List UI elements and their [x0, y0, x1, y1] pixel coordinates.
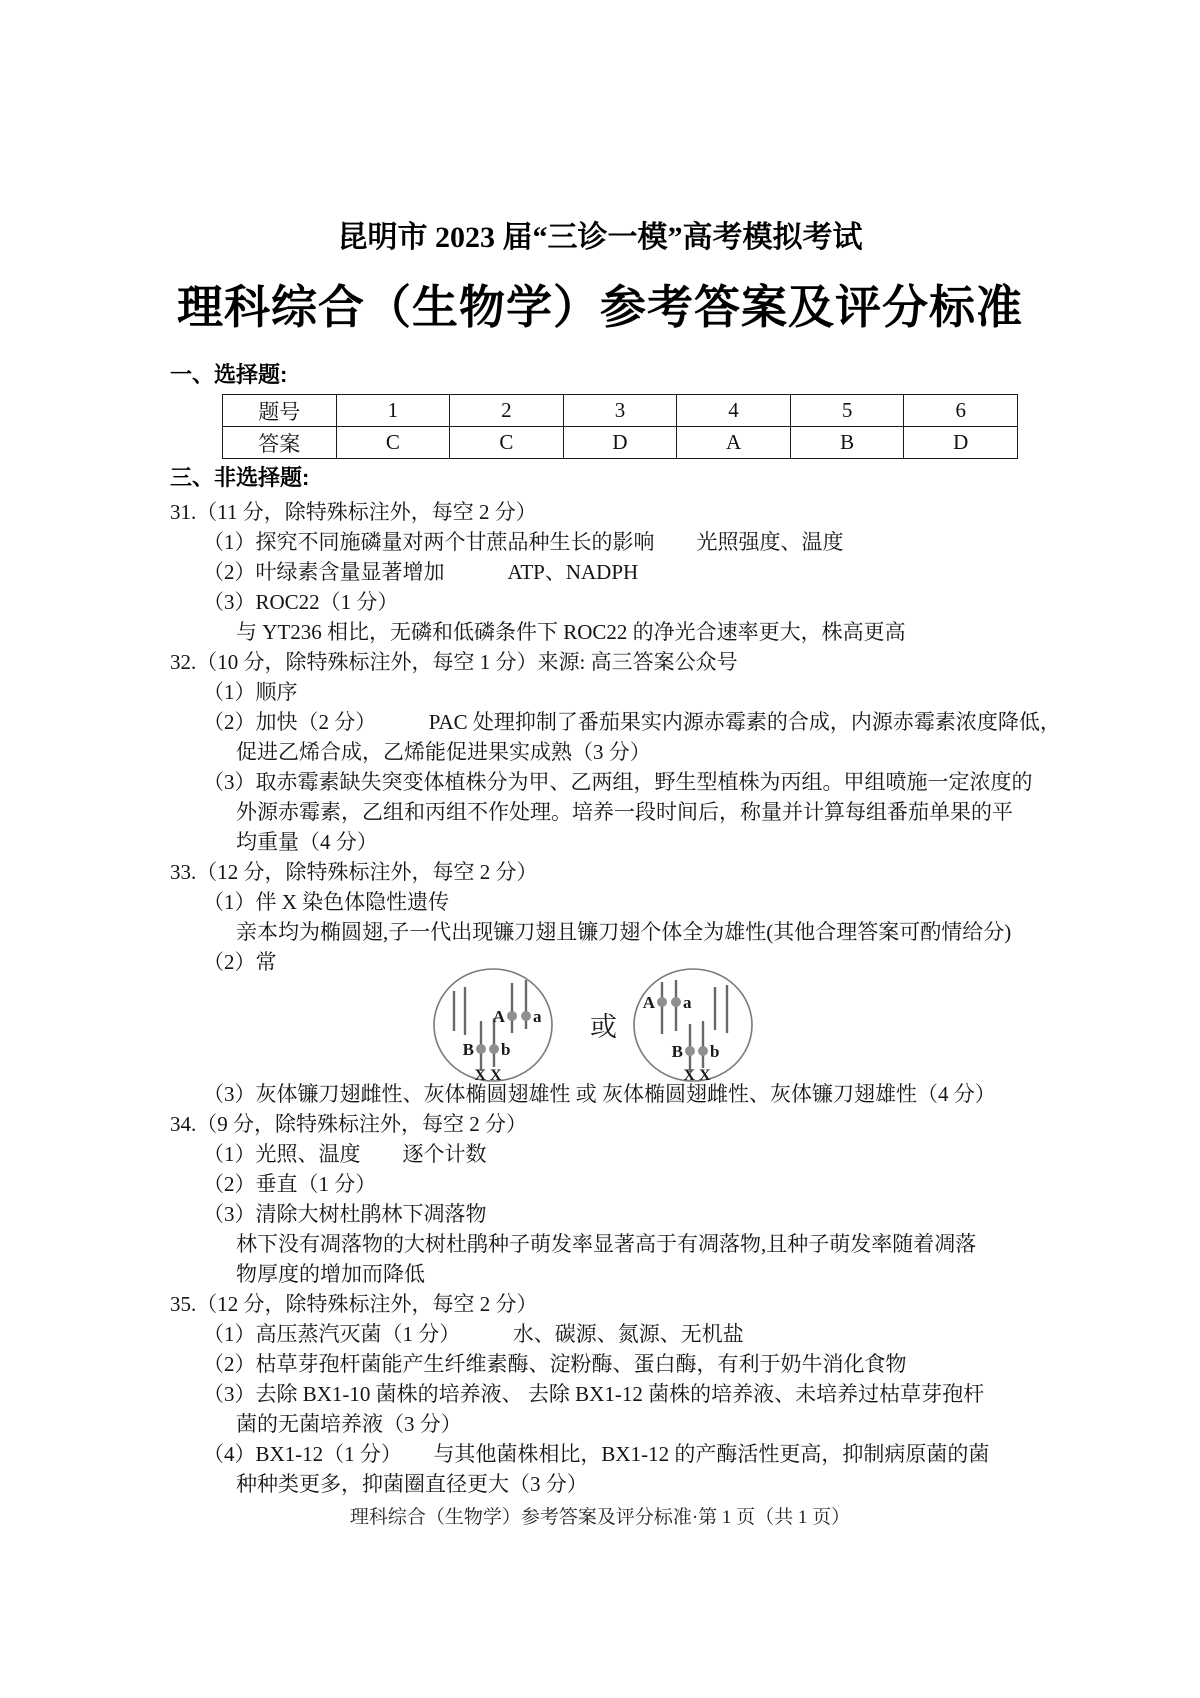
answer-line: （3）清除大树杜鹃林下凋落物: [203, 1202, 487, 1226]
answer-line: （2）常: [203, 950, 277, 974]
x-chromosome-label: X X: [683, 1067, 711, 1084]
answer-line: （1）高压蒸汽灭菌（1 分） 水、碳源、氮源、无机盐: [203, 1322, 744, 1346]
chromosome-diagram: [170, 967, 1070, 1084]
answer-line: 与 YT236 相比，无磷和低磷条件下 ROC22 的净光合速率更大，株高更高: [236, 620, 906, 644]
answer-line: （2）枯草芽孢杆菌能产生纤维素酶、淀粉酶、蛋白酶，有利于奶牛消化食物: [203, 1352, 907, 1376]
answer-line: （3）去除 BX1-10 菌株的培养液、 去除 BX1-12 菌株的培养液、未培养过枯草芽孢杆: [203, 1382, 985, 1406]
question-number-cell: 3: [563, 395, 677, 427]
allele-label-A: A: [642, 993, 655, 1012]
cell-diagram-left: [432, 967, 556, 1085]
question-35-header: 35.（12 分，除特殊标注外，每空 2 分）: [170, 1292, 538, 1316]
answer-line: （1）光照、温度 逐个计数: [203, 1142, 487, 1166]
answer-line: 种种类更多，抑菌圈直径更大（3 分）: [236, 1472, 588, 1496]
answer-cell: D: [563, 427, 677, 459]
allele-label-B: B: [671, 1042, 683, 1061]
answer-cell: C: [336, 427, 450, 459]
table-row-numbers: [223, 395, 1018, 427]
x-chromosome-label: X X: [474, 1067, 502, 1084]
answer-line: （3）灰体镰刀翅雌性、灰体椭圆翅雄性 或 灰体椭圆翅雌性、灰体镰刀翅雄性（4 分）: [203, 1082, 996, 1106]
answer-line: 物厚度的增加而降低: [236, 1262, 425, 1286]
choice-section-heading: 一、选择题:: [170, 362, 288, 387]
answer-line: （1）探究不同施磷量对两个甘蔗品种生长的影响 光照强度、温度: [203, 530, 844, 554]
cell-outline: [634, 969, 752, 1081]
page-title: 理科综合（生物学）参考答案及评分标准: [177, 282, 1023, 333]
answer-line: （2）垂直（1 分）: [203, 1172, 377, 1196]
question-number-cell: 6: [904, 395, 1018, 427]
question-number-cell: 5: [790, 395, 904, 427]
non-choice-section-heading: 三、非选择题:: [170, 465, 310, 490]
question-32-header: 32.（10 分，除特殊标注外，每空 1 分）来源: 高三答案公众号: [170, 650, 738, 674]
page-footer: 理科综合（生物学）参考答案及评分标准·第 1 页（共 1 页）: [349, 1507, 851, 1528]
answer-line: （3）取赤霉素缺失突变体植株分为甲、乙两组，野生型植株为丙组。甲组喷施一定浓度的: [203, 770, 1033, 794]
answer-line: （2）叶绿素含量显著增加 ATP、NADPH: [203, 560, 639, 584]
allele-label-b: b: [501, 1040, 511, 1059]
answer-cell: D: [904, 427, 1018, 459]
question-number-cell: 1: [336, 395, 450, 427]
answer-line: 亲本均为椭圆翅,子一代出现镰刀翅且镰刀翅个体全为雄性(其他合理答案可酌情给分): [236, 920, 1012, 944]
question-33-header: 33.（12 分，除特殊标注外，每空 2 分）: [170, 860, 538, 884]
answer-line: （2）加快（2 分） PAC 处理抑制了番茄果实内源赤霉素的合成，内源赤霉素浓度降低，: [203, 710, 1061, 734]
cell-diagram-right: [631, 967, 755, 1085]
answer-line: 菌的无菌培养液（3 分）: [236, 1412, 462, 1436]
question-34-header: 34.（9 分，除特殊标注外，每空 2 分）: [170, 1112, 527, 1136]
answer-line: （4）BX1-12（1 分） 与其他菌株相比，BX1-12 的产酶活性更高，抑制病原菌的菌: [203, 1442, 990, 1466]
table-header-number: 题号: [223, 395, 337, 427]
answer-line: 均重量（4 分）: [236, 830, 378, 854]
or-label: 或: [590, 1012, 617, 1042]
answer-table: [222, 394, 1018, 459]
answer-cell: B: [790, 427, 904, 459]
allele-label-b: b: [710, 1042, 720, 1061]
table-header-answer: 答案: [223, 427, 337, 459]
answer-line: （3）ROC22（1 分）: [203, 590, 399, 614]
answer-line: （1）伴 X 染色体隐性遗传: [203, 890, 450, 914]
answer-line: （1）顺序: [203, 680, 298, 704]
answer-cell: C: [450, 427, 564, 459]
answer-line: 外源赤霉素，乙组和丙组不作处理。培养一段时间后，称量并计算每组番茄单果的平: [236, 800, 1013, 824]
question-31-header: 31.（11 分，除特殊标注外，每空 2 分）: [170, 500, 537, 524]
answer-cell: A: [677, 427, 791, 459]
answer-line: 促进乙烯合成，乙烯能促进果实成熟（3 分）: [236, 740, 651, 764]
allele-label-B: B: [462, 1040, 474, 1059]
answers-body: [170, 497, 1070, 1499]
question-number-cell: 4: [677, 395, 791, 427]
allele-label-a: a: [683, 993, 692, 1012]
allele-label-a: a: [533, 1007, 542, 1026]
content-area: [170, 360, 1070, 1499]
allele-label-A: A: [492, 1007, 505, 1026]
table-row-answers: [223, 427, 1018, 459]
exam-title: 昆明市 2023 届“三诊一模”高考模拟考试: [337, 221, 863, 254]
question-number-cell: 2: [450, 395, 564, 427]
answer-line: 林下没有凋落物的大树杜鹃种子萌发率显著高于有凋落物,且种子萌发率随着凋落: [236, 1232, 977, 1256]
